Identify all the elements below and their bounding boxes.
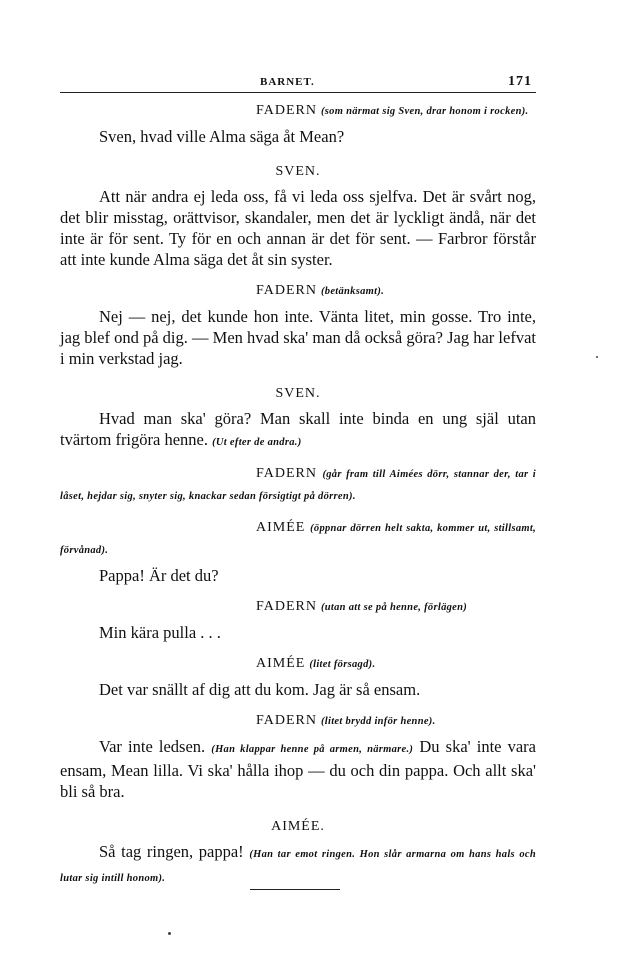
speaker-heading: [60, 100, 536, 122]
speaker-heading: [60, 596, 536, 618]
stage-direction: (Ut efter de andra.): [212, 437, 302, 448]
speaker-heading: [60, 653, 536, 675]
speaker-heading: [60, 161, 536, 182]
stage-direction: (som närmat sig Sven, drar honom i rocken).: [320, 106, 529, 117]
stage-direction: (Han tar emot ringen. Hon slår armarna om hans hals och lutar sig intill honom).: [60, 849, 537, 884]
speaker-name: FADERN: [256, 713, 317, 728]
ink-speck: [596, 356, 598, 358]
speaker-heading: [60, 517, 536, 561]
speaker-name: AIMÉE: [256, 520, 306, 535]
speaker-name: FADERN: [256, 283, 317, 298]
dialogue-text: Så tag ringen, pappa!: [99, 842, 244, 861]
speaker-heading: [60, 710, 536, 732]
stage-direction: (litet brydd inför henne).: [320, 716, 436, 727]
dialogue-paragraph: [60, 408, 536, 453]
dialogue-paragraph: Det var snällt af dig att du kom. Jag är så ensam.: [99, 680, 421, 699]
speaker-heading: [60, 383, 536, 404]
stage-direction: (litet försagd).: [309, 659, 376, 670]
speaker-name: SVEN.: [275, 386, 321, 401]
speaker-name: SVEN.: [275, 164, 321, 179]
stage-direction: (går fram till Aimées dörr, stannar der, tar i låset, hejdar sig, snyter sig, knackar sedan försigtigt på dörren).: [60, 469, 537, 502]
running-head-title: BARNET.: [260, 76, 315, 88]
end-rule: [250, 889, 340, 890]
play-text: [60, 100, 536, 889]
speaker-heading: [60, 280, 536, 302]
dialogue-text: Hvad man ska' göra? Man skall inte binda en ung själ utan tvärtom frigöra henne.: [60, 409, 536, 449]
dialogue-paragraph: Sven, hvad ville Alma säga åt Mean?: [99, 127, 345, 146]
stage-direction: (betänksamt).: [320, 286, 385, 297]
dialogue-paragraph: Pappa! Är det du?: [99, 566, 219, 585]
dialogue-paragraph: [60, 841, 536, 889]
speaker-name: AIMÉE: [256, 656, 306, 671]
stage-direction: (Han klappar henne på armen, närmare.): [211, 744, 414, 755]
speaker-name: FADERN: [256, 103, 317, 118]
stage-direction: (utan att se på henne, förlägen): [320, 602, 468, 613]
speaker-heading: [60, 463, 536, 507]
speaker-name: FADERN: [256, 466, 317, 481]
dialogue-paragraph: Min kära pulla . . .: [99, 623, 221, 642]
running-head: [60, 76, 536, 93]
page-number: 171: [508, 74, 532, 89]
speaker-name: AIMÉE.: [271, 819, 325, 834]
speaker-heading: [60, 816, 536, 837]
dialogue-text: Du ska' inte vara ensam, Mean lilla. Vi ska' hålla ihop — du och din pappa. Och allt ska' bli så bra.: [60, 737, 536, 801]
dialogue-paragraph: [60, 736, 536, 802]
dialogue-text: Var inte ledsen.: [99, 737, 206, 756]
dialogue-paragraph: Att när andra ej leda oss, få vi leda oss sjelfva. Det är svårt nog, det blir misstag, orättvisor, skandaler, men det är lyckligt ändå, när det inte är för sent. Ty för en och annan är det för sent. — Farbror förstår att inte kunde Alma säga det åt sin syster.: [60, 187, 536, 269]
ink-speck: [168, 932, 171, 935]
stage-direction: (öppnar dörren helt sakta, kommer ut, stillsamt, förvånad).: [60, 523, 536, 556]
speaker-name: FADERN: [256, 599, 317, 614]
dialogue-paragraph: Nej — nej, det kunde hon inte. Vänta litet, min gosse. Tro inte, jag blef ond på dig. — Men hvad ska' man då också göra? Jag har lefvat i min verkstad jag.: [60, 307, 536, 368]
